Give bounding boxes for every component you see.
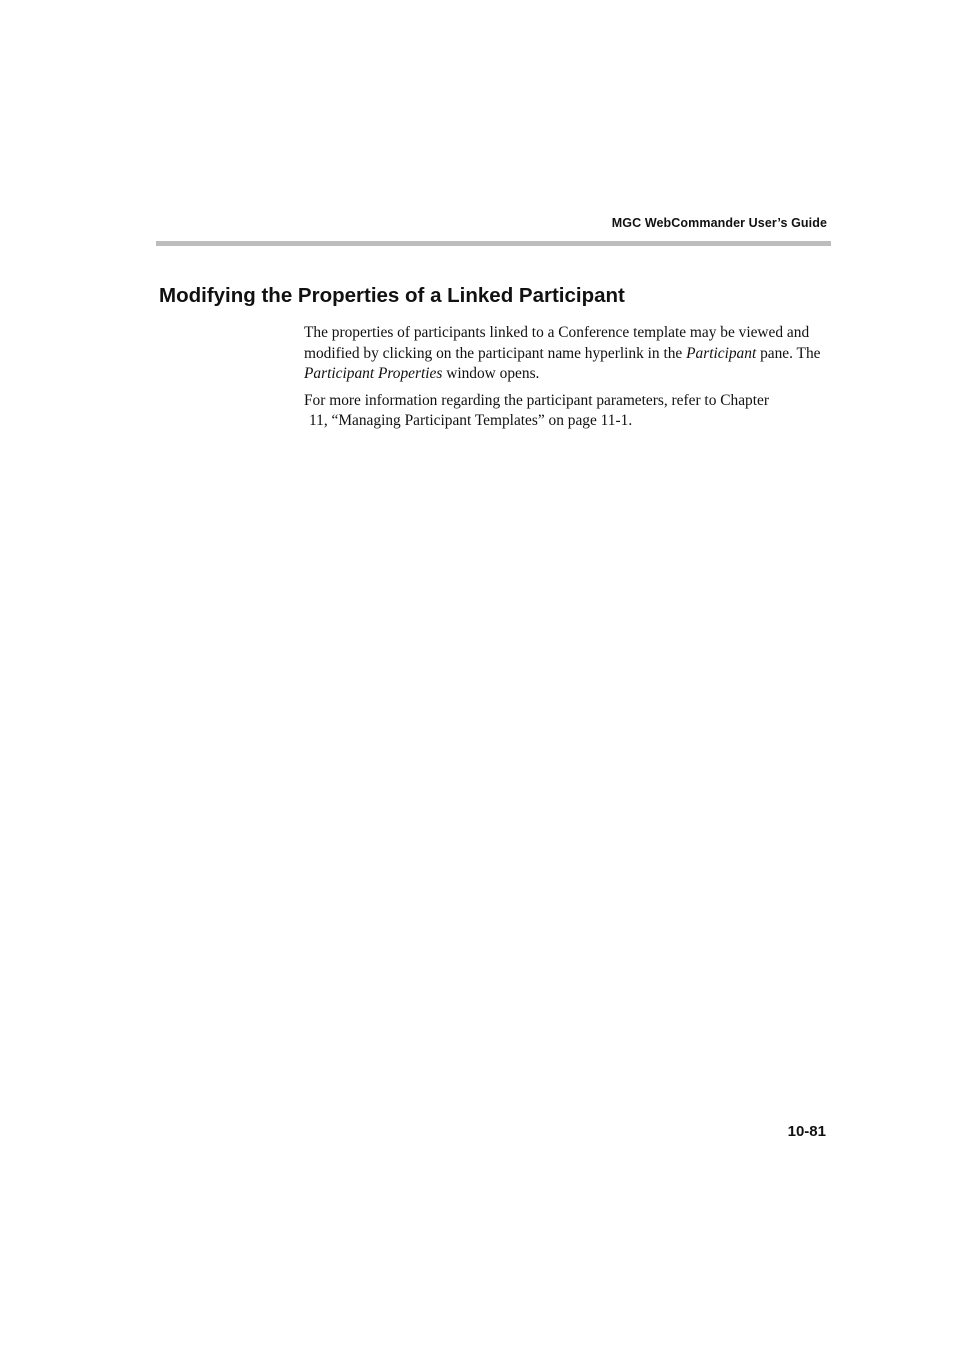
participant-properties-term: Participant Properties <box>304 365 443 383</box>
running-header: MGC WebCommander User’s Guide <box>611 216 827 230</box>
paragraph1-text-a: The properties of participants linked to a Conference template may be viewed and modified by clicking on the participant name hyperlink in the <box>304 324 810 362</box>
section-heading: Modifying the Properties of a Linked Participant <box>159 284 625 307</box>
participant-pane-term: Participant <box>686 344 757 362</box>
paragraph1-text-c: window opens. <box>442 365 540 383</box>
cross-reference-link[interactable]: 11, “Managing Participant Templates” on page 11-1. <box>309 412 633 430</box>
paragraph1-text-b: pane. The <box>756 344 821 362</box>
paragraph-more-info <box>304 391 829 432</box>
paragraph2-line1: For more information regarding the participant parameters, refer to Chapter <box>304 391 769 409</box>
paragraph-properties <box>304 323 829 385</box>
page-number: 10-81 <box>787 1123 826 1140</box>
body-text <box>304 323 829 438</box>
header-rule <box>156 241 831 246</box>
